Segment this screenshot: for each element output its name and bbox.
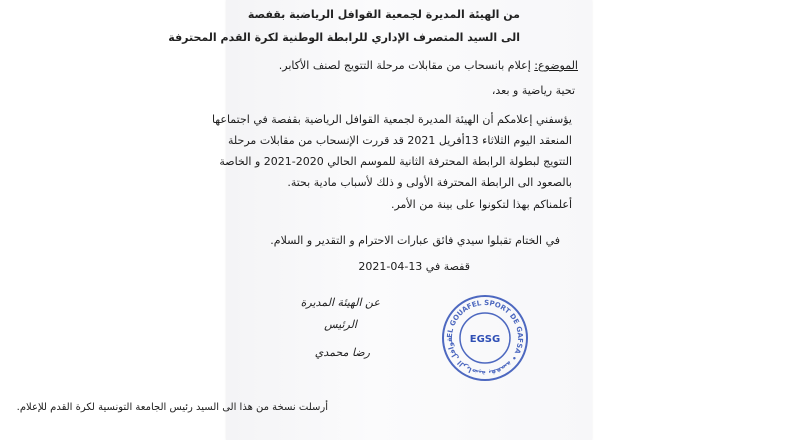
copy-note: أرسلت نسخة من هذا الى السيد رئيس الجامعة التونسية لكرة القدم للإعلام. [16, 402, 328, 413]
greeting: تحية رياضية و بعد، [491, 84, 575, 97]
stamp-seal-icon [440, 293, 530, 383]
club-stamp [440, 293, 530, 383]
subject-text: إعلام بانسحاب من مقابلات مرحلة التتويج لصنف الأكابر. [278, 59, 531, 72]
signature-title: الرئيس [324, 318, 357, 331]
signature-name: رضا محمدي [314, 346, 370, 359]
closing-line: في الختام تقبلوا سيدي فائق عبارات الاحترام و التقدير و السلام. [270, 234, 560, 247]
body-line-1: يؤسفني إعلامكم أن الهيئة المديرة لجمعية القوافل الرياضية بقفصة في اجتماعها [211, 113, 572, 126]
signature-org: عن الهيئة المديرة [300, 296, 380, 309]
body-line-4: بالصعود الى الرابطة المحترفة الأولى و ذلك لأسباب مادية بحتة. [287, 176, 572, 189]
body-line-2: المنعقد اليوم الثلاثاء 13أفريل 2021 قد قررت الإنسحاب من مقابلات مرحلة [228, 134, 572, 147]
subject-line [279, 59, 578, 72]
body-line-3: التتويج لبطولة الرابطة المحترفة الثانية للموسم الحالي 2020-2021 و الخاصة [219, 155, 572, 168]
header-recipient: الى السيد المتصرف الإداري للرابطة الوطنية لكرة القدم المحترفة [168, 31, 520, 44]
place-date: قفصة في 13-04-2021 [358, 260, 470, 273]
subject-label: الموضوع: [534, 59, 578, 72]
notice-line: أعلمناكم بهذا لتكونوا على بينة من الأمر. [390, 198, 572, 211]
header-sender: من الهيئة المديرة لجمعية القوافل الرياضية بقفصة [247, 8, 520, 21]
stamp-ring-text: EL GOUAFEL SPORT DE GAFSA • قوافل الرياضية بقفصة [445, 298, 525, 378]
stamp-center-text: EGSG [469, 334, 501, 345]
